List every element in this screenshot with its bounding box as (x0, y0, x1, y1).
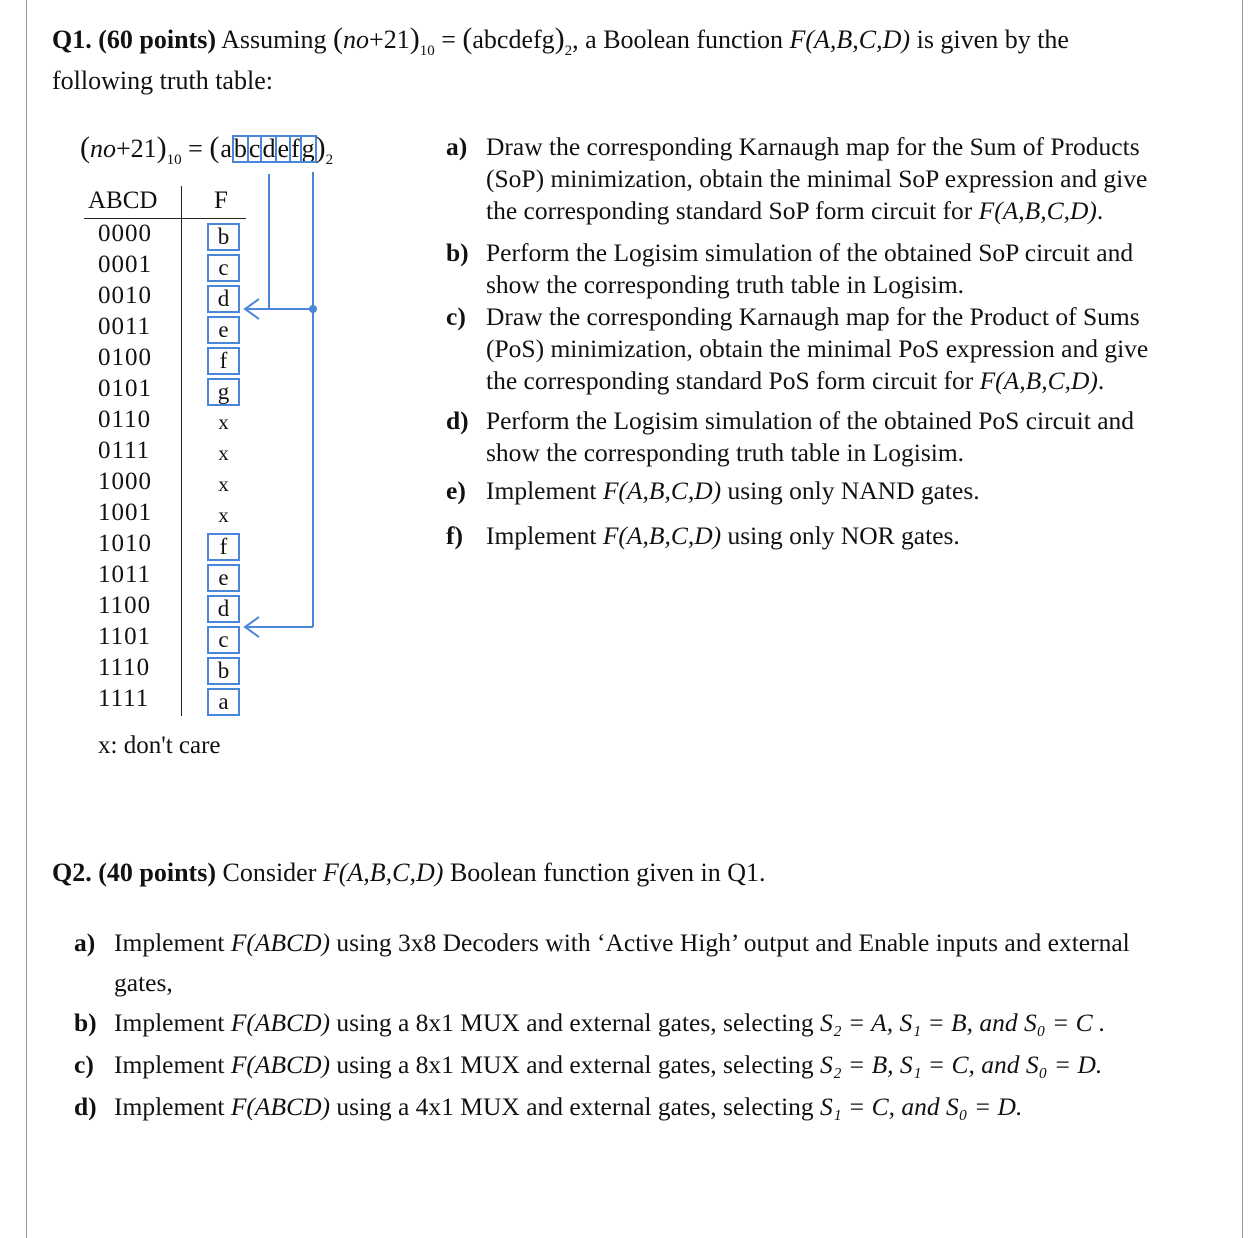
row-0101-inputs: 0101 (98, 375, 152, 402)
row-1110-output: b (207, 657, 240, 685)
bit-letter-a: a (220, 134, 232, 163)
q1-points: (60 points) (98, 25, 216, 54)
q2-part-d-selection: S₁ = C, and S₀ = D. (820, 1092, 1023, 1121)
q1-intro-line2: following truth table: (52, 66, 273, 95)
table-header-inputs: ABCD (88, 187, 158, 214)
q2-part-d-pre: Implement (114, 1092, 225, 1121)
q1-label: Q1. (52, 25, 92, 54)
q1-part-f-label: f) (446, 521, 463, 550)
q1-parts (446, 131, 1148, 552)
row-1000-inputs: 1000 (98, 468, 152, 495)
row-0100-output: f (207, 347, 240, 375)
q2-part-c-func: F(ABCD) (230, 1050, 330, 1079)
q2-part-c-post: using a 8x1 MUX and external gates, selecting (336, 1050, 814, 1079)
q1-part-e-func: F(A,B,C,D) (602, 476, 722, 505)
q2-part-c (74, 1050, 1130, 1080)
row-1101-inputs: 1101 (98, 623, 152, 650)
bit-letter-b: b (233, 134, 247, 163)
q1-part-a-tail: . (1096, 196, 1104, 225)
q1-equals: = (441, 25, 456, 54)
q2-function: F(A,B,C,D) (322, 858, 444, 887)
bit-letter-d: d (262, 134, 276, 163)
q2-part-c-selection: S₂ = B, S₁ = C, and S₀ = D. (820, 1050, 1103, 1079)
q1-intro-c: is given by the (916, 25, 1069, 54)
q1-part-a-line2: (SoP) minimization, obtain the minimal SoP expression and give (486, 164, 1148, 193)
q2-part-a-func: F(ABCD) (230, 928, 330, 957)
row-1111-output: a (207, 688, 240, 716)
q1-part-c-func: F(A,B,C,D) (979, 366, 1098, 395)
q1-part-b-line2: show the corresponding truth table in Logisim. (486, 270, 965, 299)
table-expr-base2: 2 (325, 152, 334, 168)
table-expr-no: no (90, 134, 116, 163)
q2-part-b-pre: Implement (114, 1008, 225, 1037)
q1-expr-plus: +21 (369, 25, 410, 54)
q2-part-d (74, 1092, 1130, 1122)
row-1001-inputs: 1001 (98, 499, 152, 526)
row-0010-inputs: 0010 (98, 282, 152, 309)
q1-part-f-pre: Implement (486, 521, 597, 550)
q1-part-c-line3: the corresponding standard PoS form circuit for (486, 366, 974, 395)
row-1011-output: e (207, 564, 240, 592)
q1-part-c-line1: Draw the corresponding Karnaugh map for the Product of Sums (486, 302, 1140, 331)
q1-part-e-post: using only NAND gates. (727, 476, 980, 505)
q1-part-b-label: b) (446, 238, 469, 267)
q2-parts (74, 928, 1130, 1122)
q2-pre: Consider (222, 858, 317, 887)
row-0011-inputs: 0011 (98, 313, 152, 340)
bit-letter-f: f (290, 134, 300, 163)
q1-function: F(A,B,C,D) (789, 25, 911, 54)
q1-base2: 2 (564, 43, 573, 59)
q1-part-e-label: e) (446, 476, 466, 505)
q2-part-a-post: using 3x8 Decoders with ‘Active High’ output and Enable inputs and external (336, 928, 1130, 957)
row-0011-output: e (207, 316, 240, 344)
q1-part-c-tail: . (1097, 366, 1105, 395)
row-0000-output: b (207, 223, 240, 251)
bit-letter-g: g (301, 134, 315, 163)
row-0111-inputs: 0111 (98, 437, 151, 464)
q1-part-f-post: using only NOR gates. (727, 521, 960, 550)
row-1010-output: f (207, 533, 240, 561)
table-expr-plus: +21 (116, 134, 157, 163)
row-1101-output: c (207, 626, 240, 654)
q2-part-b-post: using a 8x1 MUX and external gates, selecting (336, 1008, 814, 1037)
q2-part-b-func: F(ABCD) (230, 1008, 330, 1037)
q2-part-c-label: c) (74, 1050, 94, 1079)
row-1100-output: d (207, 595, 240, 623)
row-1000-output: x (218, 472, 229, 496)
q1-part-b-line1: Perform the Logisim simulation of the obtained SoP circuit and (486, 238, 1134, 267)
q1-part-a-line1: Draw the corresponding Karnaugh map for the Sum of Products (486, 132, 1140, 161)
q2-part-a-pre: Implement (114, 928, 225, 957)
bit-letter-c: c (248, 134, 261, 163)
q1-part-d (446, 405, 1148, 469)
row-0001-inputs: 0001 (98, 251, 152, 278)
q1-part-b (446, 237, 1148, 301)
row-0010-output: d (207, 285, 240, 313)
q2-points: (40 points) (98, 858, 216, 887)
row-0101-output: g (207, 378, 240, 406)
row-0110-output: x (218, 410, 229, 434)
q2-part-d-func: F(ABCD) (230, 1092, 330, 1121)
table-header-output: F (214, 187, 228, 214)
q1-part-d-line2: show the corresponding truth table in Logisim. (486, 438, 965, 467)
row-0000-inputs: 0000 (98, 220, 152, 247)
bit-letter-e: e (277, 134, 289, 163)
q1-part-a-label: a) (446, 132, 468, 161)
table-expr-equals: = (188, 134, 203, 163)
q2-post: Boolean function given in Q1. (449, 858, 766, 887)
q1-intro: Assuming (221, 25, 327, 54)
q1-part-c-label: c) (446, 302, 466, 331)
q2-part-c-pre: Implement (114, 1050, 225, 1079)
q1-part-f (446, 520, 1148, 552)
row-1111-inputs: 1111 (98, 685, 150, 712)
q1-part-f-func: F(A,B,C,D) (602, 521, 722, 550)
table-expression: $(no+21)_{10}$ = $(abcdefg)_2$ (80, 131, 334, 168)
q2-heading (52, 858, 766, 888)
q1-part-c-line2: (PoS) minimization, obtain the minimal PoS expression and give (486, 334, 1149, 363)
row-1010-inputs: 1010 (98, 530, 152, 557)
dont-care-note: x: don't care (98, 732, 221, 759)
q2-part-a-label: a) (74, 928, 96, 957)
q1-base10: 10 (419, 43, 435, 59)
connector-junction-dot (309, 305, 317, 313)
q1-part-e (446, 475, 1148, 507)
row-1100-inputs: 1100 (98, 592, 152, 619)
q2-part-d-post: using a 4x1 MUX and external gates, selecting (336, 1092, 814, 1121)
q1-bits: abcdefg (472, 25, 555, 54)
q1-part-a-line3: the corresponding standard SoP form circuit for (486, 196, 973, 225)
row-0110-inputs: 0110 (98, 406, 152, 433)
row-1110-inputs: 1110 (98, 654, 151, 681)
q1-part-e-pre: Implement (486, 476, 597, 505)
q1-part-d-line1: Perform the Logisim simulation of the obtained PoS circuit and (486, 406, 1135, 435)
q2-part-b-selection: S₂ = A, S₁ = B, and S₀ = C . (820, 1008, 1106, 1037)
q2-part-b-label: b) (74, 1008, 97, 1037)
row-0100-inputs: 0100 (98, 344, 152, 371)
row-0111-output: x (218, 441, 229, 465)
q1-part-a-func: F(A,B,C,D) (978, 196, 1097, 225)
q2-part-a (74, 928, 1130, 958)
q1-part-d-label: d) (446, 406, 469, 435)
q2-part-a-line2: gates, (114, 968, 173, 997)
q1-expr-no: no (343, 25, 370, 54)
q2-part-b (74, 1008, 1130, 1038)
q2-label: Q2. (52, 858, 92, 887)
q1-part-a (446, 131, 1148, 227)
row-0001-output: c (207, 254, 240, 282)
q1-heading: Q1. (60 points) Assuming $(no+21)_{10}$ = $(abcdefg)_2$, a Boolean function F(A,B,C,D) is given by the (52, 22, 1069, 59)
row-1011-inputs: 1011 (98, 561, 152, 588)
q1-intro-b: , a Boolean function (572, 25, 783, 54)
q2-part-d-label: d) (74, 1092, 97, 1121)
table-expr-base10: 10 (166, 152, 182, 168)
q1-part-c (446, 301, 1148, 397)
row-1001-output: x (218, 503, 229, 527)
